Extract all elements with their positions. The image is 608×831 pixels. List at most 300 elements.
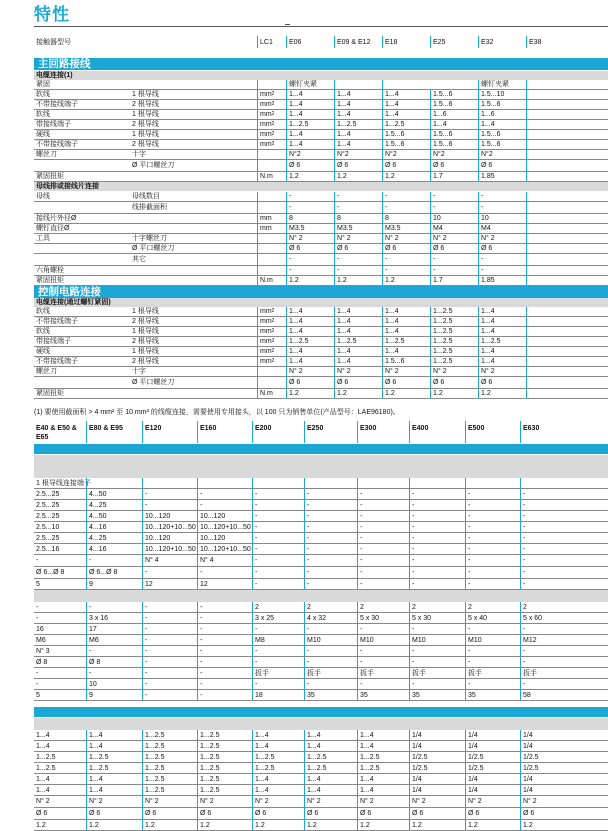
table2-cell: 1...4 — [252, 741, 304, 751]
row-sublabel: 母线数目 — [132, 193, 160, 200]
table2-cell: - — [357, 544, 409, 554]
table2-cell: Ø 6 — [86, 808, 142, 819]
value-cell: 1.2 — [334, 172, 382, 181]
table2-cell: 1.2 — [465, 820, 520, 830]
table2-cell: 1...2.5 — [197, 752, 252, 762]
table2-cell: - — [197, 624, 252, 634]
table2-header-cell: E120 — [142, 421, 197, 443]
table2-cell: 2.5...25 — [36, 534, 60, 542]
value-cell: 1.5...6 — [382, 130, 430, 139]
value-cell — [526, 254, 608, 265]
table2-cell: N° 4 — [142, 555, 197, 566]
table2-cell: - — [36, 614, 39, 622]
model-header-lc1: LC1 — [257, 36, 286, 48]
table2-cell: 10...120+10...50 — [142, 544, 197, 554]
row-unit: N.m — [257, 276, 286, 285]
row-label: 母线 — [36, 193, 50, 200]
table2-cell: - — [357, 624, 409, 634]
table2-cell: - — [142, 646, 197, 656]
row-label: 不带接线端子 — [36, 318, 78, 325]
value-cell: 1...4 — [382, 327, 430, 336]
row-label: 软线 — [36, 328, 50, 335]
value-cell: 1...4 — [334, 110, 382, 119]
value-cell: 1.5...6 — [430, 90, 478, 99]
table2-cell: 扳手 — [304, 668, 357, 678]
table2-cell: - — [304, 555, 357, 566]
table2-cell: 1/2.5 — [520, 752, 574, 762]
table2-cell: 1/4 — [465, 741, 520, 751]
value-cell: N° 2 — [286, 234, 334, 243]
table2-cell: - — [304, 511, 357, 521]
row-label: 紧固扭矩 — [36, 173, 64, 180]
value-cell: 1...2.5 — [430, 337, 478, 346]
value-cell: 1...4 — [334, 347, 382, 356]
value-cell — [526, 337, 608, 346]
table2-cell — [252, 478, 304, 488]
table2-cell: - — [252, 579, 304, 589]
table2-cell: 1...4 — [36, 742, 50, 750]
table2-cell: 2.5...10 — [36, 523, 60, 531]
value-cell: Ø 6 — [430, 377, 478, 388]
title-tick — [285, 24, 290, 25]
table2-cell: 1/2.5 — [520, 763, 574, 773]
table2-cable-row — [34, 579, 608, 590]
table2-cell: - — [142, 679, 197, 689]
table2-cell: 1.2 — [409, 820, 465, 830]
table2-cell: - — [520, 522, 574, 532]
row-label: 带接线端子 — [36, 121, 71, 128]
value-cell: 1.5...6 — [430, 140, 478, 149]
table2-cell: 2.5...25 — [36, 512, 60, 520]
row-unit — [257, 367, 286, 376]
table2-cell — [197, 478, 252, 488]
table2-cell: 1...4 — [252, 730, 304, 740]
table2-cell: 4...25 — [86, 500, 142, 510]
row-unit — [257, 202, 286, 213]
table2-cell: 1/4 — [520, 774, 574, 784]
table2-busbar-gray — [34, 590, 608, 602]
value-cell: 1...2.5 — [478, 337, 526, 346]
row-unit: mm 2 — [257, 90, 286, 99]
cable-group-header: 电缆连接(1) — [34, 71, 608, 80]
table2-cell: M10 — [357, 635, 409, 645]
table2-cell: - — [409, 679, 465, 689]
value-cell: 1.2 — [286, 172, 334, 181]
value-cell: 1.5...6 — [382, 357, 430, 366]
value-cell: - — [286, 192, 334, 201]
value-cell: - — [334, 254, 382, 265]
table2-cell: 1...2.5 — [357, 763, 409, 773]
value-cell: Ø 6 — [334, 244, 382, 253]
value-cell: - — [334, 266, 382, 275]
model-header-e38: E38 — [526, 36, 608, 48]
table2-control-gray — [34, 718, 608, 730]
table2-cell: 1/2.5 — [465, 763, 520, 773]
table2-cell: 1...2.5 — [357, 752, 409, 762]
row-unit: mm 2 — [257, 307, 286, 316]
value-cell: N° 2 — [382, 234, 430, 243]
value-cell: 1.2 — [382, 172, 430, 181]
value-cell: 1.2 — [334, 389, 382, 398]
value-cell — [526, 244, 608, 253]
table2-cell: - — [252, 544, 304, 554]
table2-cell: - — [142, 567, 197, 578]
table2-cell: - — [252, 567, 304, 578]
table2-cell — [465, 478, 520, 488]
table2-busbar-row — [34, 668, 608, 679]
row-unit: mm 2 — [257, 110, 286, 119]
table2-cell: 1...2.5 — [142, 730, 197, 740]
tool-row-c — [34, 254, 608, 266]
table2-cell: Ø 6 — [36, 810, 48, 817]
value-cell: M3.5 — [334, 224, 382, 233]
table2-cell: - — [409, 657, 465, 667]
table2-cell: 58 — [520, 690, 574, 700]
table2-cell: 2 — [465, 602, 520, 612]
table2-cell: 1...2.5 — [36, 753, 56, 761]
table2-cell: 3 x 25 — [252, 613, 304, 623]
table2-cell: 1...4 — [36, 786, 50, 794]
row-label: 螺丝刀 — [36, 368, 57, 375]
value-cell: - — [478, 266, 526, 275]
table2-cell: - — [304, 646, 357, 656]
torque-row-2 — [34, 276, 608, 286]
row-unit — [257, 244, 286, 253]
table2-cell — [304, 478, 357, 488]
row-label: 不带接线端子 — [36, 141, 78, 148]
table2-cell: - — [520, 511, 574, 521]
table2-cell: 35 — [304, 690, 357, 700]
table2-cell: - — [142, 489, 197, 499]
value-cell: 1.2 — [286, 276, 334, 285]
table2-cell: 1 根导线连接端子 — [36, 479, 91, 487]
tool-row-a — [34, 234, 608, 244]
value-cell: 8 — [286, 214, 334, 223]
value-cell: 1...2.5 — [334, 337, 382, 346]
table2-cell: - — [409, 544, 465, 554]
table2-cell: - — [465, 567, 520, 578]
value-cell: N° 2 — [430, 367, 478, 376]
table2-cell: 1.2 — [357, 820, 409, 830]
value-cell: M3.5 — [382, 224, 430, 233]
busbar-group-header: 母线排或接线片连接 — [34, 182, 608, 191]
value-cell — [526, 100, 608, 109]
table2-cell: Ø 6...Ø 8 — [36, 569, 65, 576]
table2-cell: - — [465, 522, 520, 532]
row-label: 软线 — [36, 308, 50, 315]
table2-cell — [357, 478, 409, 488]
table2-cell: - — [520, 657, 574, 667]
table2-cell: - — [36, 680, 39, 688]
table2-cell: 4...50 — [86, 489, 142, 499]
table2-cell: - — [465, 489, 520, 499]
table2-cell: 1...2.5 — [304, 763, 357, 773]
table2-cell: 1...4 — [86, 730, 142, 740]
value-cell: 1.2 — [430, 389, 478, 398]
value-cell — [526, 130, 608, 139]
value-cell: - — [478, 192, 526, 201]
model-header-e09-e12: E09 & E12 — [334, 36, 382, 48]
row-sublabel — [130, 266, 257, 275]
table2-cell: - — [304, 489, 357, 499]
table2-cell: - — [142, 668, 197, 678]
value-cell: Ø 6 — [430, 244, 478, 253]
table2-control-row — [34, 730, 608, 741]
table2-cell: - — [252, 646, 304, 656]
table2-cell: Ø 6 — [357, 808, 409, 819]
table2-cell: M12 — [520, 635, 574, 645]
table2-cell: - — [465, 533, 520, 543]
value-cell: M3.5 — [286, 224, 334, 233]
value-cell: - — [382, 254, 430, 265]
value-cell: N° 2 — [334, 234, 382, 243]
table2-cell: - — [357, 522, 409, 532]
row-sublabel — [130, 172, 257, 181]
value-cell: Ø 6 — [478, 244, 526, 253]
value-cell: 1...4 — [478, 327, 526, 336]
table2-cell: 9 — [86, 690, 142, 700]
table2-cell: 1...2.5 — [142, 752, 197, 762]
table2-main-band — [34, 444, 608, 454]
control-screwdriver-row-b — [34, 377, 608, 389]
table2-cell: - — [409, 533, 465, 543]
control-cable-row — [34, 317, 608, 327]
value-cell: Ø 6 — [382, 160, 430, 171]
row-unit — [257, 377, 286, 388]
control-cable-row — [34, 357, 608, 367]
table2-cell: - — [197, 679, 252, 689]
value-cell — [526, 389, 608, 398]
model-header-e06: E06 — [286, 36, 334, 48]
lug-row — [34, 214, 608, 224]
table2-cell: 12 — [142, 579, 197, 589]
table2-cell: - — [520, 567, 574, 578]
value-cell: 1.5...6 — [478, 140, 526, 149]
table2-cell: - — [197, 489, 252, 499]
row-label — [34, 202, 130, 213]
table2-cell: 1...2.5 — [142, 774, 197, 784]
table2-cell: 10...120+10...50 — [197, 522, 252, 532]
table2-cell: 4...25 — [86, 533, 142, 543]
table2-cell: - — [409, 624, 465, 634]
value-cell — [526, 140, 608, 149]
value-cell: 1.5...6 — [478, 100, 526, 109]
table2-cell: Ø 6 — [304, 808, 357, 819]
table2-cell: 1...2.5 — [197, 741, 252, 751]
table2-cell: 16 — [36, 625, 44, 633]
table2-cell: - — [304, 533, 357, 543]
table2-cell: 2 — [304, 602, 357, 612]
value-cell: 1...2.5 — [382, 337, 430, 346]
table2-cell: - — [252, 533, 304, 543]
table2-cell: - — [36, 603, 39, 611]
row-unit — [257, 160, 286, 171]
value-cell — [526, 234, 608, 243]
value-cell: Ø 6 — [382, 244, 430, 253]
row-unit: mm 2 — [257, 140, 286, 149]
table2-cell: 1...4 — [304, 741, 357, 751]
value-cell: Ø 6 — [478, 377, 526, 388]
value-cell: 1.2 — [334, 276, 382, 285]
title-rule — [34, 26, 608, 27]
model-header-e18: E18 — [382, 36, 430, 48]
value-cell: 1...2.5 — [430, 327, 478, 336]
table2-cell: - — [142, 602, 197, 612]
table2-cell: 1.2 — [252, 820, 304, 830]
table2-cell: 12 — [197, 579, 252, 589]
table2-cell: - — [357, 489, 409, 499]
value-cell: N°2 — [286, 150, 334, 159]
value-cell: 10 — [430, 214, 478, 223]
table2-cell: - — [465, 579, 520, 589]
table2-cell: - — [304, 500, 357, 510]
row-unit — [257, 254, 286, 265]
row-unit: N.m — [257, 172, 286, 181]
table2-cell: 1...4 — [304, 785, 357, 795]
table2-control-row — [34, 785, 608, 796]
row-sublabel: 1 根导线 — [132, 308, 159, 315]
table2-cell: 10...120 — [142, 511, 197, 521]
table2-cell: 1...4 — [357, 741, 409, 751]
value-cell: 1.5...6 — [430, 100, 478, 109]
value-cell: - — [286, 254, 334, 265]
table2-cable-row — [34, 522, 608, 533]
table2-cell: - — [36, 669, 39, 677]
table2-cell: - — [142, 690, 197, 700]
table2-cell — [142, 478, 197, 488]
table2-header-cell: E160 — [197, 421, 252, 443]
table2-header-row — [34, 421, 608, 443]
value-cell: 1.5...6 — [478, 130, 526, 139]
table2-cell: - — [142, 657, 197, 667]
table2-cell: 1...2.5 — [197, 763, 252, 773]
table2-cell: - — [197, 646, 252, 656]
table2-cell: 35 — [357, 690, 409, 700]
table2-cell: 扳手 — [520, 668, 574, 678]
value-cell: 1.7 — [430, 172, 478, 181]
cable-row — [34, 110, 608, 120]
value-cell: 1...2.5 — [430, 317, 478, 326]
value-cell: N° 2 — [478, 367, 526, 376]
value-cell: - — [382, 192, 430, 201]
table2-cell — [520, 478, 574, 488]
table2-cell: 5 — [36, 691, 40, 699]
table2-cell: 1.2 — [86, 820, 142, 830]
table2-cell: Ø 6 — [197, 808, 252, 819]
table2-cell — [86, 478, 142, 488]
row-unit: mm 2 — [257, 337, 286, 346]
value-cell: 1...2.5 — [430, 357, 478, 366]
row-label: 紧固扭矩 — [36, 277, 64, 284]
table2-cell: M6 — [86, 635, 142, 645]
row-sublabel: 2 根导线 — [132, 358, 159, 365]
screwdriver-row-b — [34, 160, 608, 172]
table2-cell: 1/4 — [409, 741, 465, 751]
value-cell: 1...4 — [382, 90, 430, 99]
value-cell: 1...4 — [478, 347, 526, 356]
table2-cell: 1/4 — [520, 730, 574, 740]
table2-cell: - — [304, 624, 357, 634]
value-cell: 1...4 — [286, 100, 334, 109]
row-label — [34, 244, 130, 253]
table2-cell: - — [142, 500, 197, 510]
table2-cell: 5 x 60 — [520, 613, 574, 623]
table2-cell: 1/4 — [520, 741, 574, 751]
table2-cell: N° 2 — [520, 796, 574, 807]
value-cell: 1...4 — [382, 317, 430, 326]
value-cell: 1...4 — [334, 357, 382, 366]
table2-cell: 1...2.5 — [252, 752, 304, 762]
table2-control-row — [34, 752, 608, 763]
value-cell: Ø 6 — [478, 160, 526, 171]
table2-cell: - — [197, 635, 252, 645]
row-sublabel: 2 根导线 — [132, 121, 159, 128]
table2-cell: 2.5...16 — [36, 545, 60, 553]
table2-cell: 1...4 — [86, 741, 142, 751]
table2-cell: 3 x 16 — [86, 613, 142, 623]
value-cell: 1.5...6 — [430, 130, 478, 139]
table2-cell: - — [465, 624, 520, 634]
value-cell: 1.2 — [478, 389, 526, 398]
table2-cell: 1...4 — [36, 775, 50, 783]
value-cell — [526, 317, 608, 326]
value-cell: N°2 — [334, 150, 382, 159]
table2-cell: 扳手 — [357, 668, 409, 678]
table2-cell: 1...2.5 — [197, 785, 252, 795]
cable-row — [34, 90, 608, 100]
row-unit: N.m — [257, 389, 286, 398]
value-cell: 1...4 — [334, 327, 382, 336]
table2-cell: - — [252, 500, 304, 510]
table2-cable-row — [34, 511, 608, 522]
table2-cell: N° 2 — [197, 796, 252, 807]
table2-cell: 10...120 — [197, 533, 252, 543]
table2-cell: 1/2.5 — [409, 752, 465, 762]
table2-cell: 35 — [465, 690, 520, 700]
row-label: 带接线端子 — [36, 338, 71, 345]
table2-cell: 2.5...25 — [36, 501, 60, 509]
table2-cable-gray — [34, 455, 608, 466]
value-cell: N°2 — [430, 150, 478, 159]
value-cell: N°2 — [478, 150, 526, 159]
row-label: 不带接线端子 — [36, 358, 78, 365]
table2-cell: - — [36, 557, 39, 564]
table2-cell: 1/4 — [465, 774, 520, 784]
row-sublabel: 十字螺丝刀 — [132, 235, 167, 242]
footnote: (1) 要使用截面积 > 4 mm² 至 10 mm² 的线缆连接，需要使用专用接头，以 100 只为销售单位(产品型号：LAE96180)。 — [34, 409, 400, 416]
table2-cell: - — [520, 500, 574, 510]
row-sublabel — [130, 224, 257, 233]
table2-cell: 1...4 — [357, 730, 409, 740]
table2-control-row — [34, 808, 608, 820]
value-cell: 1...4 — [478, 307, 526, 316]
table2-cell: 4...16 — [86, 522, 142, 532]
table2-header-cell: E40 & E50 & E65 — [36, 425, 77, 441]
table2-cell: - — [357, 555, 409, 566]
table2-cell: - — [520, 646, 574, 656]
value-cell: - — [334, 202, 382, 213]
control-cable-row — [34, 327, 608, 337]
table2-cell: 1...2.5 — [252, 763, 304, 773]
main-circuit-band: 主回路接线 — [34, 58, 608, 70]
value-cell — [526, 150, 608, 159]
table2-cell: 9 — [86, 579, 142, 589]
value-cell — [526, 172, 608, 181]
model-header-row — [34, 36, 608, 48]
cable-row — [34, 140, 608, 150]
row-unit: mm 2 — [257, 327, 286, 336]
table2-cell: - — [409, 522, 465, 532]
